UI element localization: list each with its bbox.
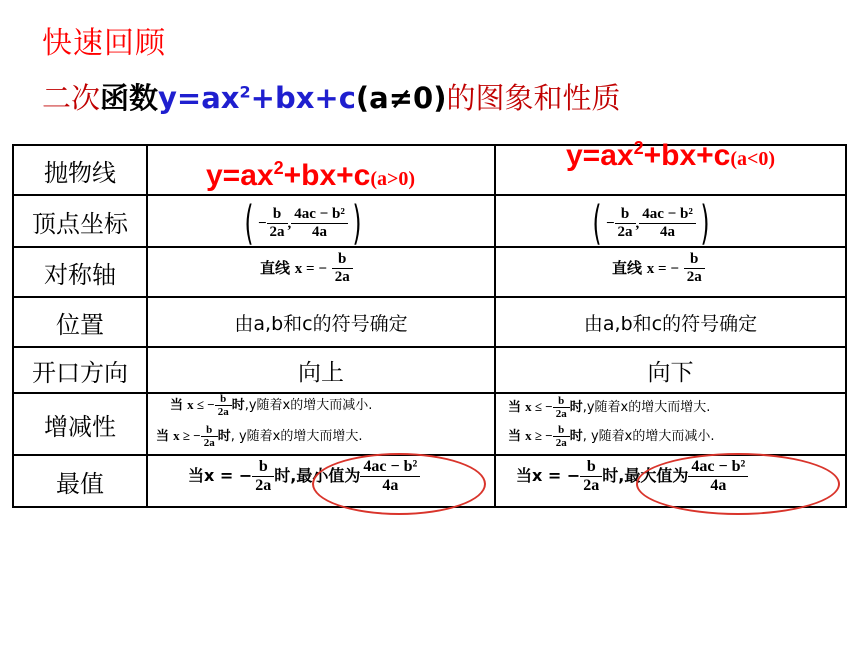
subtitle-formula-a: y=ax: [158, 81, 240, 115]
left-mono-line-1: 当 x ≤ − $\frac{b}{2a}$ 时,y随着x的增大而减小.: [170, 393, 373, 418]
left-vertex-cell: [147, 195, 495, 250]
row-label-parabola: 抛物线: [13, 145, 147, 195]
right-vertex-cell: [495, 195, 846, 250]
row-label-vertex: 顶点坐标: [13, 195, 147, 247]
right-mono-line-1: 当 x ≤ − $\frac{b}{2a}$ 时,y随着x的增大而增大.: [508, 395, 711, 420]
right-vertex-formula: ( − $\frac{b}{2a}$ , $\frac{\text{4ac − b²}}{4a}$ ): [592, 196, 710, 250]
subtitle-prefix: 二次: [42, 81, 101, 115]
right-direction-cell: 向下: [495, 347, 846, 393]
subtitle-formula-b: +bx+c: [250, 81, 356, 115]
properties-table: [12, 138, 847, 508]
right-extreme-highlight: [636, 453, 840, 515]
left-direction-cell: 向上: [147, 347, 495, 393]
slide-title: 快速回顾: [42, 26, 166, 61]
row-label-extreme: 最值: [13, 455, 147, 507]
subtitle-suffix: 的图象和性质: [446, 81, 621, 115]
left-axis-cell: [147, 247, 495, 297]
left-axis-formula: 直线 x = − $\frac{b}{2a}$: [260, 251, 353, 286]
right-axis-formula: 直线 x = − $\frac{b}{2a}$: [612, 251, 705, 286]
left-extreme-highlight: [312, 453, 486, 515]
left-mono-line-2: 当 x ≥ − $\frac{b}{2a}$ 时, y随着x的增大而增大.: [156, 424, 363, 449]
left-monotonicity-cell: [147, 393, 495, 455]
slide-subtitle: [42, 76, 621, 117]
right-extreme-formula: 当x = − $\frac{b}{2a}$ 时,最大值为 $\frac{\text{4ac − b²}}{4a}$: [516, 458, 748, 495]
left-position-cell: 由a,b和c的符号确定: [147, 297, 495, 347]
left-extreme-formula: 当x = − $\frac{b}{2a}$ 时,最小值为 $\frac{\text{4ac − b²}}{4a}$: [188, 458, 420, 495]
right-position-cell: 由a,b和c的符号确定: [495, 297, 846, 347]
row-label-direction: 开口方向: [13, 347, 147, 393]
subtitle-keyword: 函数: [100, 81, 159, 115]
row-label-position: 位置: [13, 297, 147, 347]
right-axis-cell: [495, 247, 846, 297]
left-parabola-formula: $y=ax^2+bx+c(a>0)$: [206, 158, 416, 192]
right-mono-line-2: 当 x ≥ − $\frac{b}{2a}$ 时, y随着x的增大而减小.: [508, 424, 715, 449]
right-parabola-formula: $y=ax^2+bx+c(a<0)$: [566, 138, 776, 172]
left-vertex-formula: ( − $\frac{b}{2a}$ , $\frac{\text{4ac − b²}}{4a}$ ): [244, 196, 362, 250]
row-label-monotonicity: 增减性: [13, 393, 147, 455]
row-label-axis: 对称轴: [13, 247, 147, 297]
right-extreme-cell: [495, 455, 846, 507]
left-extreme-cell: [147, 455, 495, 507]
subtitle-condition: (a≠0): [355, 81, 447, 115]
left-parabola-cell: [147, 145, 495, 195]
right-parabola-cell: [495, 138, 846, 195]
right-monotonicity-cell: [495, 393, 846, 455]
subtitle-exponent: 2: [239, 82, 251, 102]
